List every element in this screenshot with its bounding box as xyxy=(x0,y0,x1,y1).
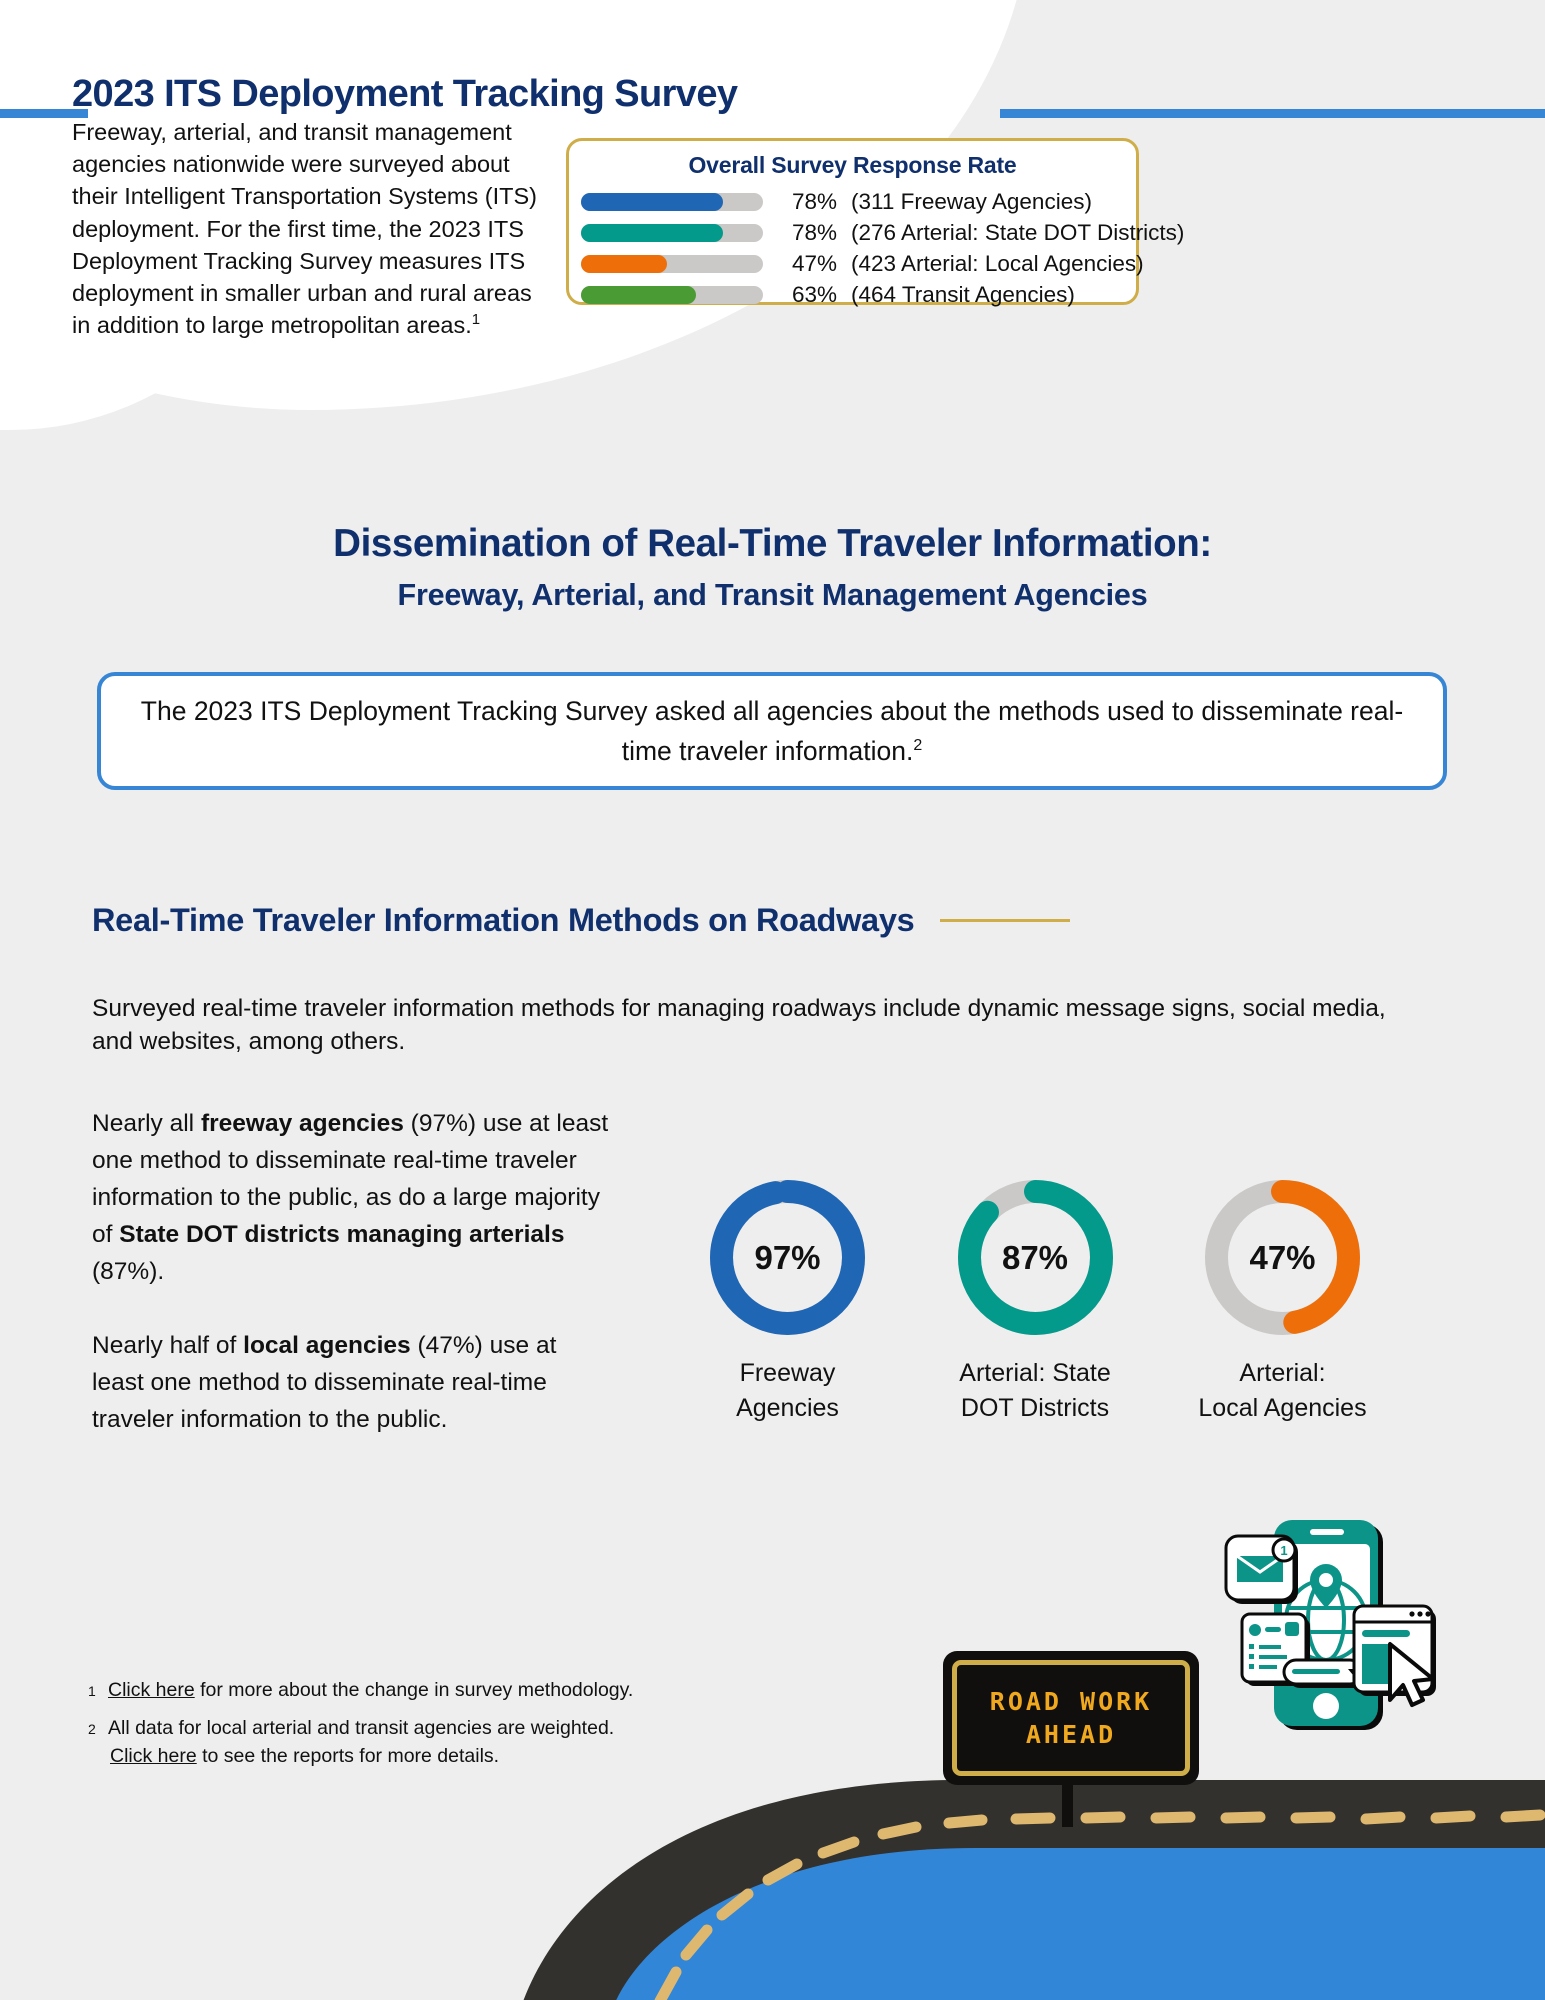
body-text: Nearly half of xyxy=(92,1332,244,1359)
email-notification-icon xyxy=(1226,1536,1298,1604)
header-rule-right xyxy=(1000,109,1545,118)
footnote-2-line2 xyxy=(108,1742,808,1770)
dms-sign xyxy=(943,1651,1199,1785)
response-rate-rows xyxy=(569,186,1185,310)
svg-text:1: 1 xyxy=(1280,1543,1288,1558)
progress-bar-track xyxy=(581,193,763,211)
dms-sign-screen xyxy=(952,1660,1190,1776)
response-rate-percent: 78% xyxy=(791,219,837,245)
donut-ring xyxy=(953,1175,1118,1340)
response-rate-percent: 63% xyxy=(791,281,837,307)
intro-footnote-marker: 1 xyxy=(471,311,481,329)
progress-bar-track xyxy=(581,286,763,304)
body-paragraph-1 xyxy=(92,1105,612,1290)
footnote-2 xyxy=(88,1714,808,1770)
progress-bar-fill xyxy=(581,224,723,242)
response-rate-row xyxy=(569,186,1136,217)
devices-svg xyxy=(1222,1512,1437,1742)
donut-caption-line1: Freeway xyxy=(739,1359,836,1387)
main-subheading: Freeway, Arterial, and Transit Management Agencies xyxy=(397,578,1148,612)
donut-value-label: 47% xyxy=(1249,1238,1316,1276)
body-text: (97%) use at least one method to disseminate real-time traveler information to the public, as do a large majority of xyxy=(92,1110,609,1248)
donut-chart-local xyxy=(1175,1175,1390,1426)
donut-caption xyxy=(928,1356,1143,1426)
footnote-2-rest: to see the reports for more details. xyxy=(196,1745,500,1767)
response-rate-label: (311 Freeway Agencies) xyxy=(851,188,1092,214)
footnote-1-marker: 1 xyxy=(88,1683,96,1699)
response-rate-label: (423 Arterial: Local Agencies) xyxy=(851,250,1144,276)
donut-caption xyxy=(680,1356,895,1426)
progress-bar-fill xyxy=(581,255,667,273)
callout-footnote-marker: 2 xyxy=(913,737,923,755)
dms-text-line-1: ROAD WORK xyxy=(989,1687,1153,1716)
dms-sign-post xyxy=(1062,1783,1073,1827)
response-rate-row xyxy=(569,248,1144,279)
main-heading: Dissemination of Real-Time Traveler Information: xyxy=(333,522,1212,565)
response-rate-row xyxy=(569,217,1185,248)
footnote-1-text: for more about the change in survey methodology. xyxy=(194,1679,634,1701)
intro-paragraph-text: Freeway, arterial, and transit management agencies nationwide were surveyed about their Intelligent Transportation Systems (ITS) deployment. For the first time, the 2023 ITS Deployment Tracking Survey measures ITS deployment in smaller urban and rural areas in addition to large metropolitan areas. xyxy=(72,119,537,339)
donut-chart-freeway xyxy=(680,1175,895,1426)
progress-bar-fill xyxy=(581,286,696,304)
donut-ring xyxy=(705,1175,870,1340)
progress-bar-track xyxy=(581,224,763,242)
response-rate-card xyxy=(566,138,1185,307)
progress-bar-track xyxy=(581,255,763,273)
donut-caption-line2: Local Agencies xyxy=(1198,1394,1367,1422)
donut-value-label: 87% xyxy=(1001,1238,1069,1276)
body-paragraph-2 xyxy=(92,1327,612,1438)
donut-chart-group xyxy=(680,1175,1390,1426)
donut-caption xyxy=(1175,1356,1390,1426)
donut-caption-line2: Agencies xyxy=(736,1394,839,1422)
response-rate-percent: 78% xyxy=(791,188,837,214)
response-rate-label: (464 Transit Agencies) xyxy=(851,281,1075,307)
body-column xyxy=(92,1105,612,1438)
response-rate-percent: 47% xyxy=(791,250,837,276)
body-emphasis: local agencies xyxy=(243,1332,411,1359)
body-text: Nearly all xyxy=(92,1110,201,1137)
donut-caption-line1: Arterial: State xyxy=(959,1359,1111,1387)
callout-text-body: The 2023 ITS Deployment Tracking Survey asked all agencies about the methods used to disseminate real-time traveler information. xyxy=(140,696,1404,766)
response-rate-label: (276 Arterial: State DOT Districts) xyxy=(851,219,1185,245)
response-rate-row xyxy=(569,279,1136,310)
section-heading-row xyxy=(92,902,1452,939)
donut-caption-line2: DOT Districts xyxy=(960,1394,1110,1422)
donut-ring xyxy=(1200,1175,1365,1340)
body-text: (87%). xyxy=(92,1258,165,1285)
response-rate-title: Overall Survey Response Rate xyxy=(688,152,1017,178)
body-emphasis: State DOT districts managing arterials xyxy=(119,1221,565,1248)
donut-caption-line1: Arterial: xyxy=(1239,1359,1326,1387)
dms-text-line-2: AHEAD xyxy=(1025,1720,1117,1749)
body-text: (47%) use at least one method to disseminate real-time traveler information to the public. xyxy=(92,1332,557,1433)
callout-box xyxy=(97,672,1447,790)
footnotes xyxy=(88,1676,808,1780)
section-heading: Real-Time Traveler Information Methods on Roadways xyxy=(92,902,915,938)
footnote-2-marker: 2 xyxy=(88,1721,96,1737)
callout-text xyxy=(101,691,1443,771)
progress-bar-fill xyxy=(581,193,723,211)
section-paragraph: Surveyed real-time traveler information methods for managing roadways include dynamic message signs, social media, and websites, among others. xyxy=(92,995,1386,1055)
road-illustration xyxy=(0,1770,1545,2000)
footnote-2-text: All data for local arterial and transit agencies are weighted. xyxy=(108,1717,615,1739)
footnote-2-link[interactable]: Click here xyxy=(110,1745,197,1767)
intro-paragraph xyxy=(72,116,552,341)
section-heading-rule xyxy=(940,919,1070,922)
page-title: 2023 ITS Deployment Tracking Survey xyxy=(72,73,738,115)
road-svg xyxy=(0,1770,1545,2000)
footnote-1-link[interactable]: Click here xyxy=(108,1679,195,1701)
footnote-1 xyxy=(88,1676,808,1704)
donut-value-label: 97% xyxy=(754,1238,821,1276)
donut-chart-state-dot xyxy=(928,1175,1143,1426)
body-emphasis: freeway agencies xyxy=(200,1110,404,1137)
devices-illustration xyxy=(1222,1512,1437,1747)
